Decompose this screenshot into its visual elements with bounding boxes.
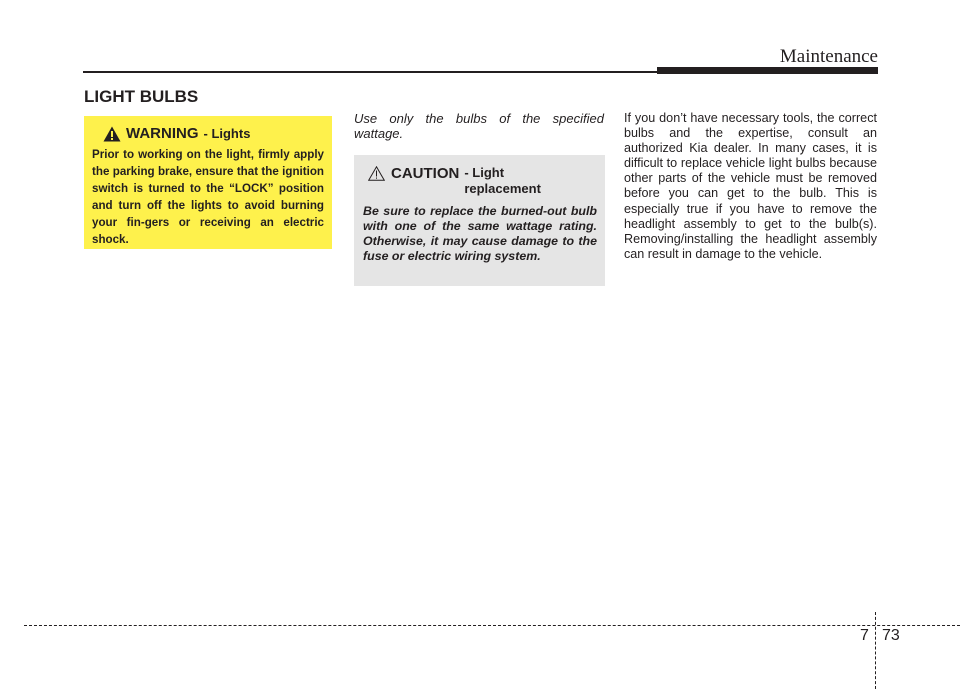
warning-triangle-icon [103,126,121,142]
caution-label: CAUTION [391,165,460,182]
header-rule-accent [657,67,878,74]
right-column-text: If you don’t have necessary tools, the correct bulbs and the expertise, consult an authorized Kia dealer. In many cases, it is difficult to replace vehicle light bulbs because other parts of the vehicle must be removed before you can get to the bulb. This is especially true if you have to remove the headlight assembly to get to the bulb(s). Removing/installing the headlight assembly can result in damage to the vehicle. [624,111,877,261]
page-number: 73 [882,627,900,644]
warning-heading [92,125,324,142]
page-divider [875,612,876,689]
caution-body: Be sure to replace the burned-out bulb with one of the same wattage rating. Otherwise, it may cause damage to the fuse or electric wiring system. [363,204,597,263]
caution-heading [363,165,597,197]
warning-body: Prior to working on the light, firmly apply the parking brake, ensure that the ignition switch is turned to the “LOCK” position and turn off the lights to avoid burning your fin-gers or receiving an electric shock. [92,148,324,246]
header-rule [83,71,683,73]
caution-subtitle: - Light replacement [464,165,541,196]
header-title: Maintenance [779,46,878,67]
warning-box [84,116,332,249]
warning-subtitle: - Lights [203,126,251,141]
intro-text: Use only the bulbs of the specified wattage. [354,111,604,141]
warning-label: WARNING [126,125,199,142]
footer-rule [24,625,960,626]
caution-triangle-icon [368,166,385,181]
caution-box [354,155,605,286]
chapter-number: 7 [860,627,869,644]
section-title: LIGHT BULBS [84,87,199,106]
